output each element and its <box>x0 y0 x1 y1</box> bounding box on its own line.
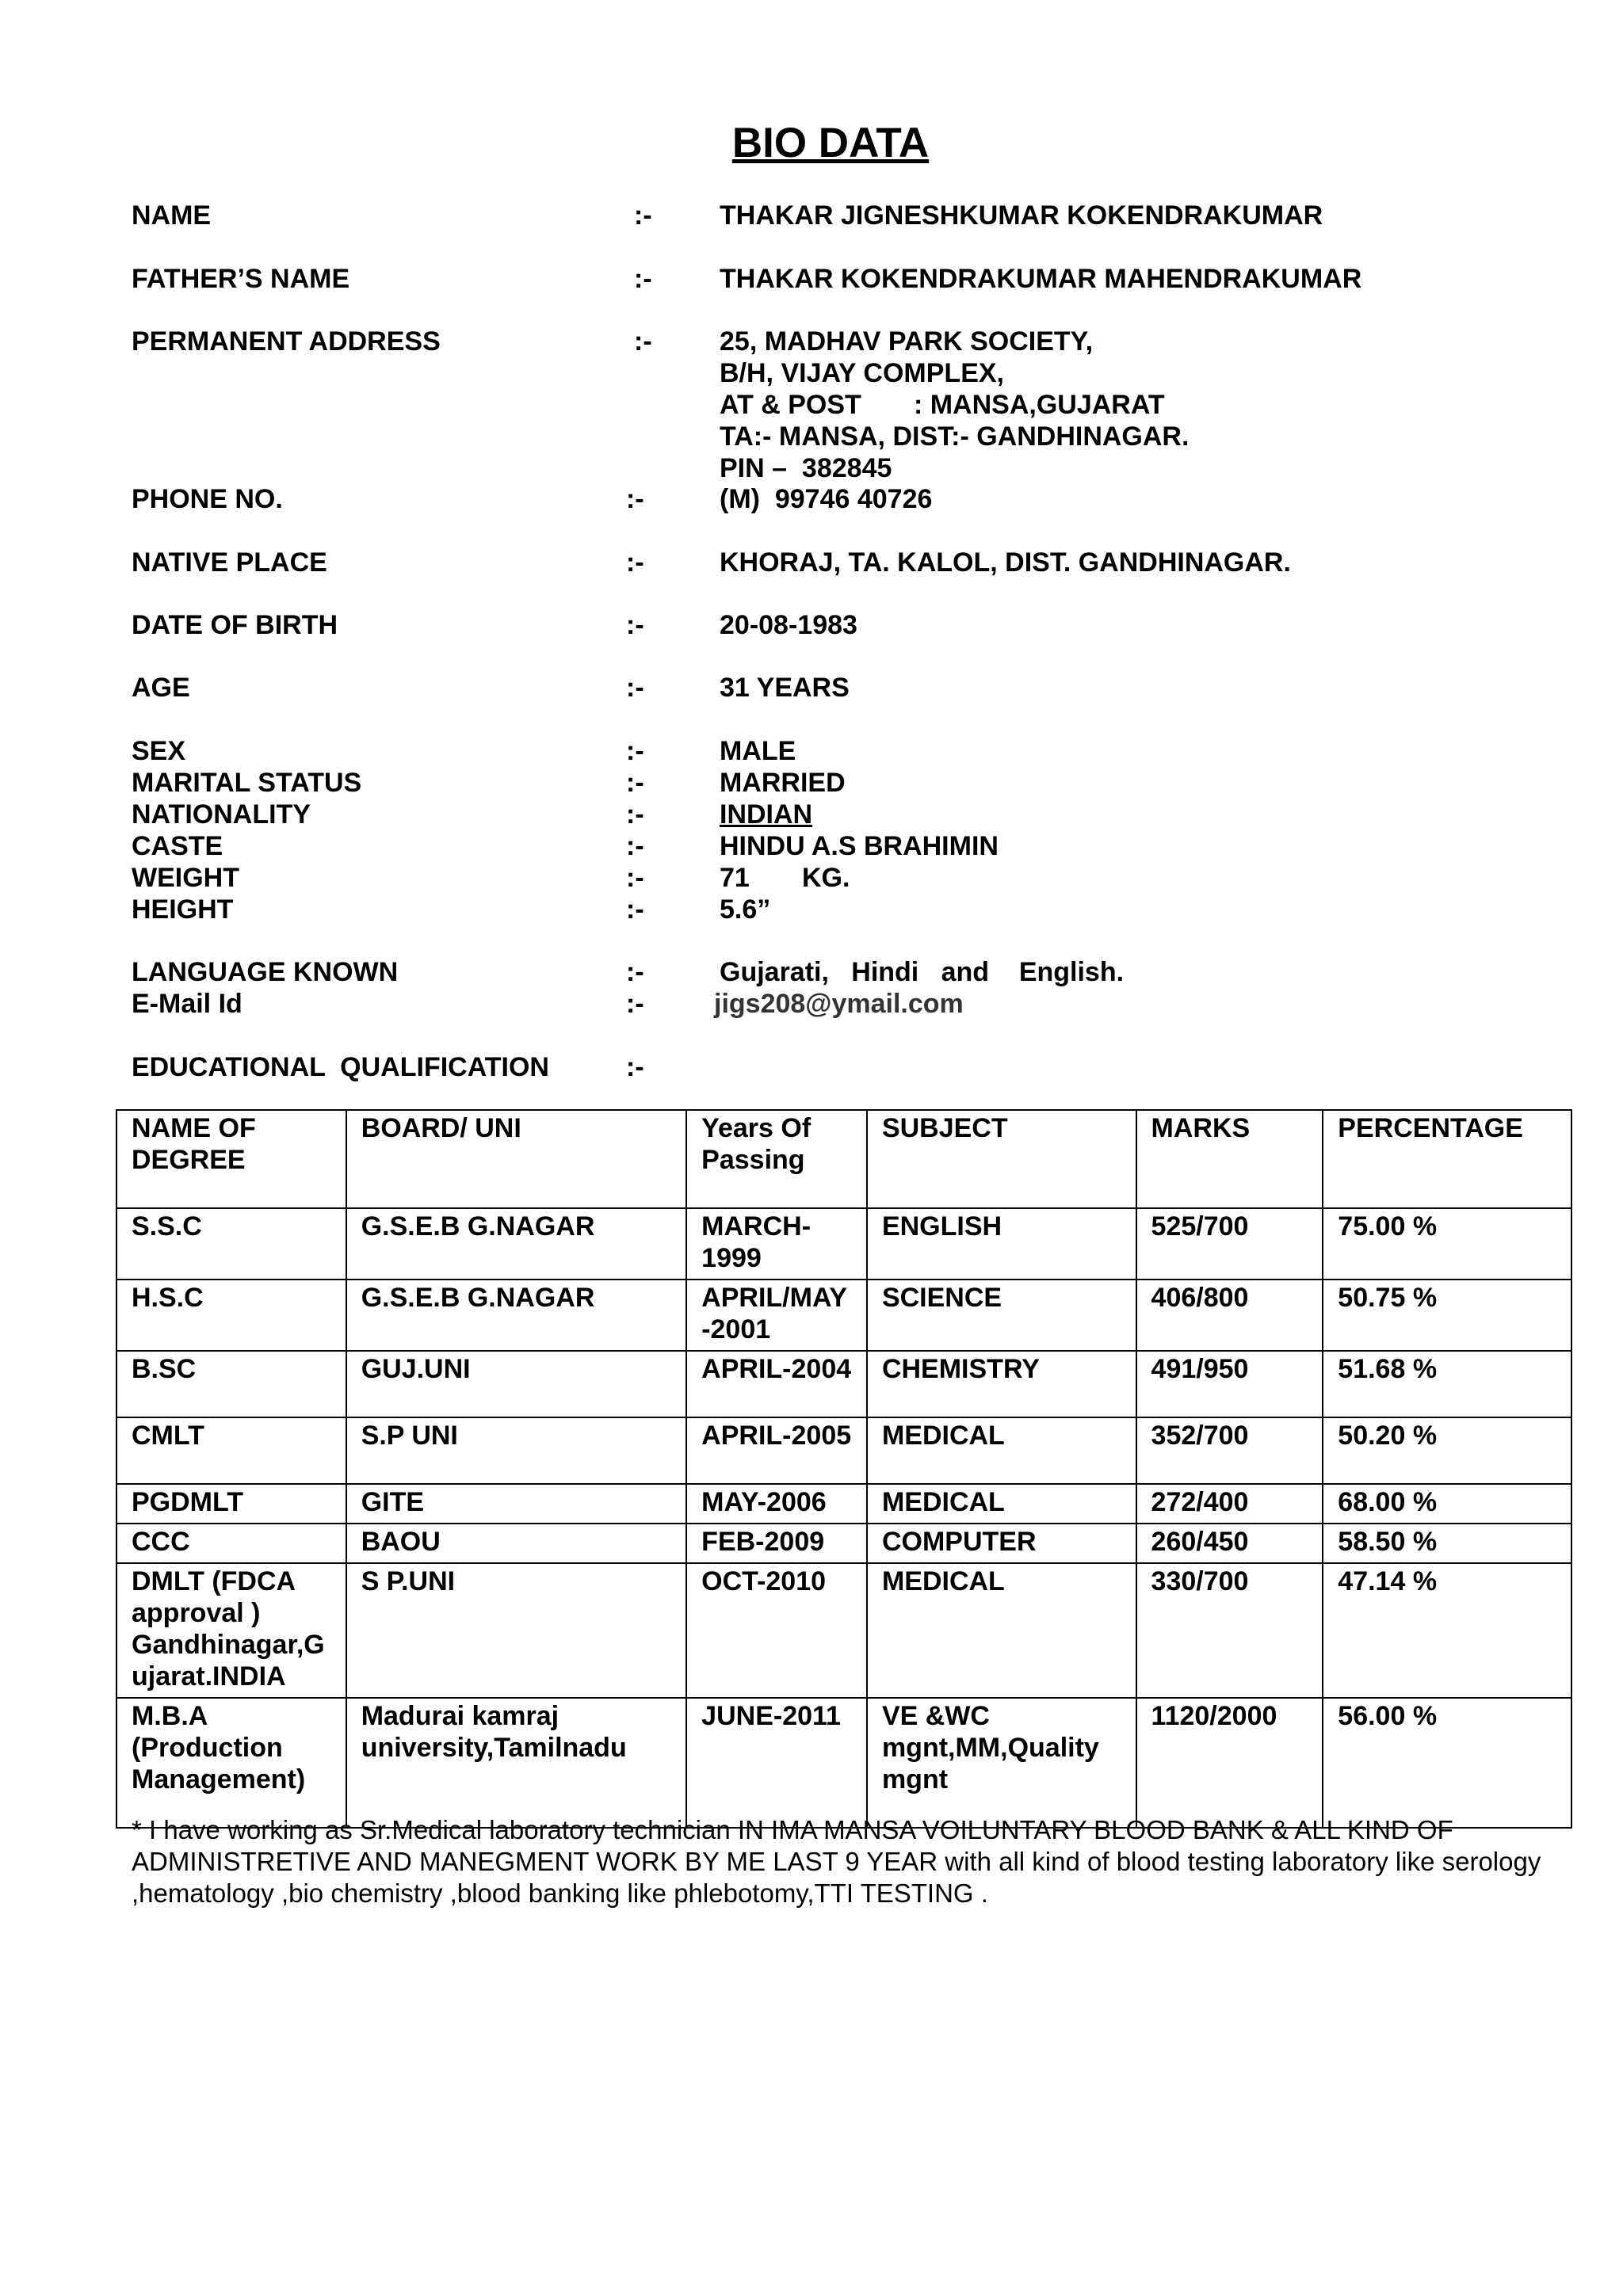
height-value: 5.6” <box>720 894 771 925</box>
cell-percentage: 68.00 % <box>1323 1484 1571 1524</box>
cell-subject: MEDICAL <box>867 1484 1136 1524</box>
cell-year: APRIL-2005 <box>686 1417 867 1484</box>
sex-separator: :- <box>626 736 644 766</box>
cell-year: MAY-2006 <box>686 1484 867 1524</box>
caste-value: HINDU A.S BRAHIMIN <box>720 831 999 861</box>
cell-subject: CHEMISTRY <box>867 1351 1136 1417</box>
table-row <box>116 1417 1571 1484</box>
cell-board: GUJ.UNI <box>346 1351 686 1417</box>
dob-value: 20-08-1983 <box>720 610 857 640</box>
header-subject: SUBJECT <box>867 1110 1136 1208</box>
header-years: Years Of Passing <box>686 1110 867 1208</box>
email-separator: :- <box>626 989 644 1019</box>
cell-degree: H.S.C <box>116 1280 346 1351</box>
language-label: LANGUAGE KNOWN <box>132 957 399 987</box>
cell-year: APRIL/MAY-2001 <box>686 1280 867 1351</box>
height-label: HEIGHT <box>132 894 234 925</box>
cell-year: MARCH-1999 <box>686 1208 867 1280</box>
age-value: 31 YEARS <box>720 673 850 703</box>
cell-marks: 260/450 <box>1136 1524 1323 1563</box>
cell-percentage: 58.50 % <box>1323 1524 1571 1563</box>
height-separator: :- <box>626 894 644 925</box>
cell-board: Madurai kamraj university,Tamilnadu <box>346 1698 686 1828</box>
name-value: THAKAR JIGNESHKUMAR KOKENDRAKUMAR <box>720 200 1323 231</box>
nationality-value: INDIAN <box>720 799 813 830</box>
cell-degree: CCC <box>116 1524 346 1563</box>
header-board: BOARD/ UNI <box>346 1110 686 1208</box>
table-row <box>116 1563 1571 1698</box>
education-label: EDUCATIONAL QUALIFICATION <box>132 1052 549 1082</box>
cell-percentage: 47.14 % <box>1323 1563 1571 1698</box>
cell-percentage: 50.20 % <box>1323 1417 1571 1484</box>
cell-degree: DMLT (FDCA approval ) Gandhinagar,Gujarat.INDIA <box>116 1563 346 1698</box>
header-percentage: PERCENTAGE <box>1323 1110 1571 1208</box>
cell-year: APRIL-2004 <box>686 1351 867 1417</box>
cell-marks: 272/400 <box>1136 1484 1323 1524</box>
table-row <box>116 1351 1571 1417</box>
dob-separator: :- <box>626 610 644 640</box>
table-header-row <box>116 1110 1571 1208</box>
cell-degree: S.S.C <box>116 1208 346 1280</box>
cell-board: S P.UNI <box>346 1563 686 1698</box>
cell-degree: B.SC <box>116 1351 346 1417</box>
cell-year: JUNE-2011 <box>686 1698 867 1828</box>
experience-note: * I have working as Sr.Medical laboratory technician IN IMA MANSA VOILUNTARY BLOOD BANK & ALL KIND OF ADMINISTRETIVE AND MANEGMENT WORK BY ME LAST 9 YEAR with all kind of blood testing laboratory like serology ,hematology ,bio chemistry ,blood banking like phlebotomy,TTI TESTING . <box>132 1815 1541 1908</box>
table-row <box>116 1524 1571 1563</box>
native-place-value: KHORAJ, TA. KALOL, DIST. GANDHINAGAR. <box>720 547 1291 578</box>
father-name-label: FATHER’S NAME <box>132 264 350 294</box>
caste-separator: :- <box>626 831 644 861</box>
cell-year: FEB-2009 <box>686 1524 867 1563</box>
address-line-4: TA:- MANSA, DIST:- GANDHINAGAR. <box>720 421 1190 452</box>
age-label: AGE <box>132 673 190 703</box>
cell-board: GITE <box>346 1484 686 1524</box>
cell-board: G.S.E.B G.NAGAR <box>346 1280 686 1351</box>
cell-marks: 330/700 <box>1136 1563 1323 1698</box>
address-separator: :- <box>634 326 652 357</box>
cell-subject: ENGLISH <box>867 1208 1136 1280</box>
father-name-value: THAKAR KOKENDRAKUMAR MAHENDRAKUMAR <box>720 264 1362 294</box>
email-value: jigs208@ymail.com <box>714 989 964 1019</box>
cell-percentage: 56.00 % <box>1323 1698 1571 1828</box>
caste-label: CASTE <box>132 831 223 861</box>
cell-subject: MEDICAL <box>867 1417 1136 1484</box>
cell-percentage: 51.68 % <box>1323 1351 1571 1417</box>
sex-label: SEX <box>132 736 186 766</box>
cell-degree: PGDMLT <box>116 1484 346 1524</box>
phone-label: PHONE NO. <box>132 484 283 514</box>
address-line-1: 25, MADHAV PARK SOCIETY, <box>720 326 1094 357</box>
phone-separator: :- <box>626 484 644 514</box>
cell-subject: COMPUTER <box>867 1524 1136 1563</box>
native-place-label: NATIVE PLACE <box>132 547 327 578</box>
header-marks: MARKS <box>1136 1110 1323 1208</box>
marital-status-value: MARRIED <box>720 768 846 798</box>
address-line-2: B/H, VIJAY COMPLEX, <box>720 358 1004 388</box>
native-place-separator: :- <box>626 547 644 578</box>
cell-subject: MEDICAL <box>867 1563 1136 1698</box>
cell-board: S.P UNI <box>346 1417 686 1484</box>
header-degree: NAME OF DEGREE <box>116 1110 346 1208</box>
email-label: E-Mail Id <box>132 989 242 1019</box>
cell-subject: SCIENCE <box>867 1280 1136 1351</box>
age-separator: :- <box>626 673 644 703</box>
nationality-label: NATIONALITY <box>132 799 311 830</box>
education-table <box>116 1109 1572 1829</box>
cell-degree: CMLT <box>116 1417 346 1484</box>
address-line-5: PIN – 382845 <box>720 453 892 483</box>
table-row <box>116 1208 1571 1280</box>
cell-subject: VE &WC mgnt,MM,Quality mgnt <box>867 1698 1136 1828</box>
cell-board: G.S.E.B G.NAGAR <box>346 1208 686 1280</box>
marital-status-label: MARITAL STATUS <box>132 768 362 798</box>
cell-percentage: 50.75 % <box>1323 1280 1571 1351</box>
address-label: PERMANENT ADDRESS <box>132 326 441 357</box>
name-label: NAME <box>132 200 212 231</box>
table-row <box>116 1698 1571 1828</box>
dob-label: DATE OF BIRTH <box>132 610 338 640</box>
weight-value: 71 KG. <box>720 863 850 893</box>
marital-status-separator: :- <box>626 768 644 798</box>
cell-year: OCT-2010 <box>686 1563 867 1698</box>
cell-board: BAOU <box>346 1524 686 1563</box>
cell-marks: 491/950 <box>1136 1351 1323 1417</box>
page-title: BIO DATA <box>731 120 930 166</box>
weight-label: WEIGHT <box>132 863 239 893</box>
table-row <box>116 1484 1571 1524</box>
cell-marks: 352/700 <box>1136 1417 1323 1484</box>
cell-degree: M.B.A (Production Management) <box>116 1698 346 1828</box>
cell-marks: 1120/2000 <box>1136 1698 1323 1828</box>
language-separator: :- <box>626 957 644 987</box>
table-row <box>116 1280 1571 1351</box>
father-name-separator: :- <box>634 264 652 294</box>
name-separator: :- <box>634 200 652 231</box>
nationality-separator: :- <box>626 799 644 830</box>
address-line-3: AT & POST : MANSA,GUJARAT <box>720 390 1165 420</box>
weight-separator: :- <box>626 863 644 893</box>
phone-value: (M) 99746 40726 <box>720 484 933 514</box>
education-separator: :- <box>626 1052 644 1082</box>
cell-marks: 406/800 <box>1136 1280 1323 1351</box>
language-value: Gujarati, Hindi and English. <box>720 957 1125 987</box>
cell-percentage: 75.00 % <box>1323 1208 1571 1280</box>
sex-value: MALE <box>720 736 796 766</box>
cell-marks: 525/700 <box>1136 1208 1323 1280</box>
